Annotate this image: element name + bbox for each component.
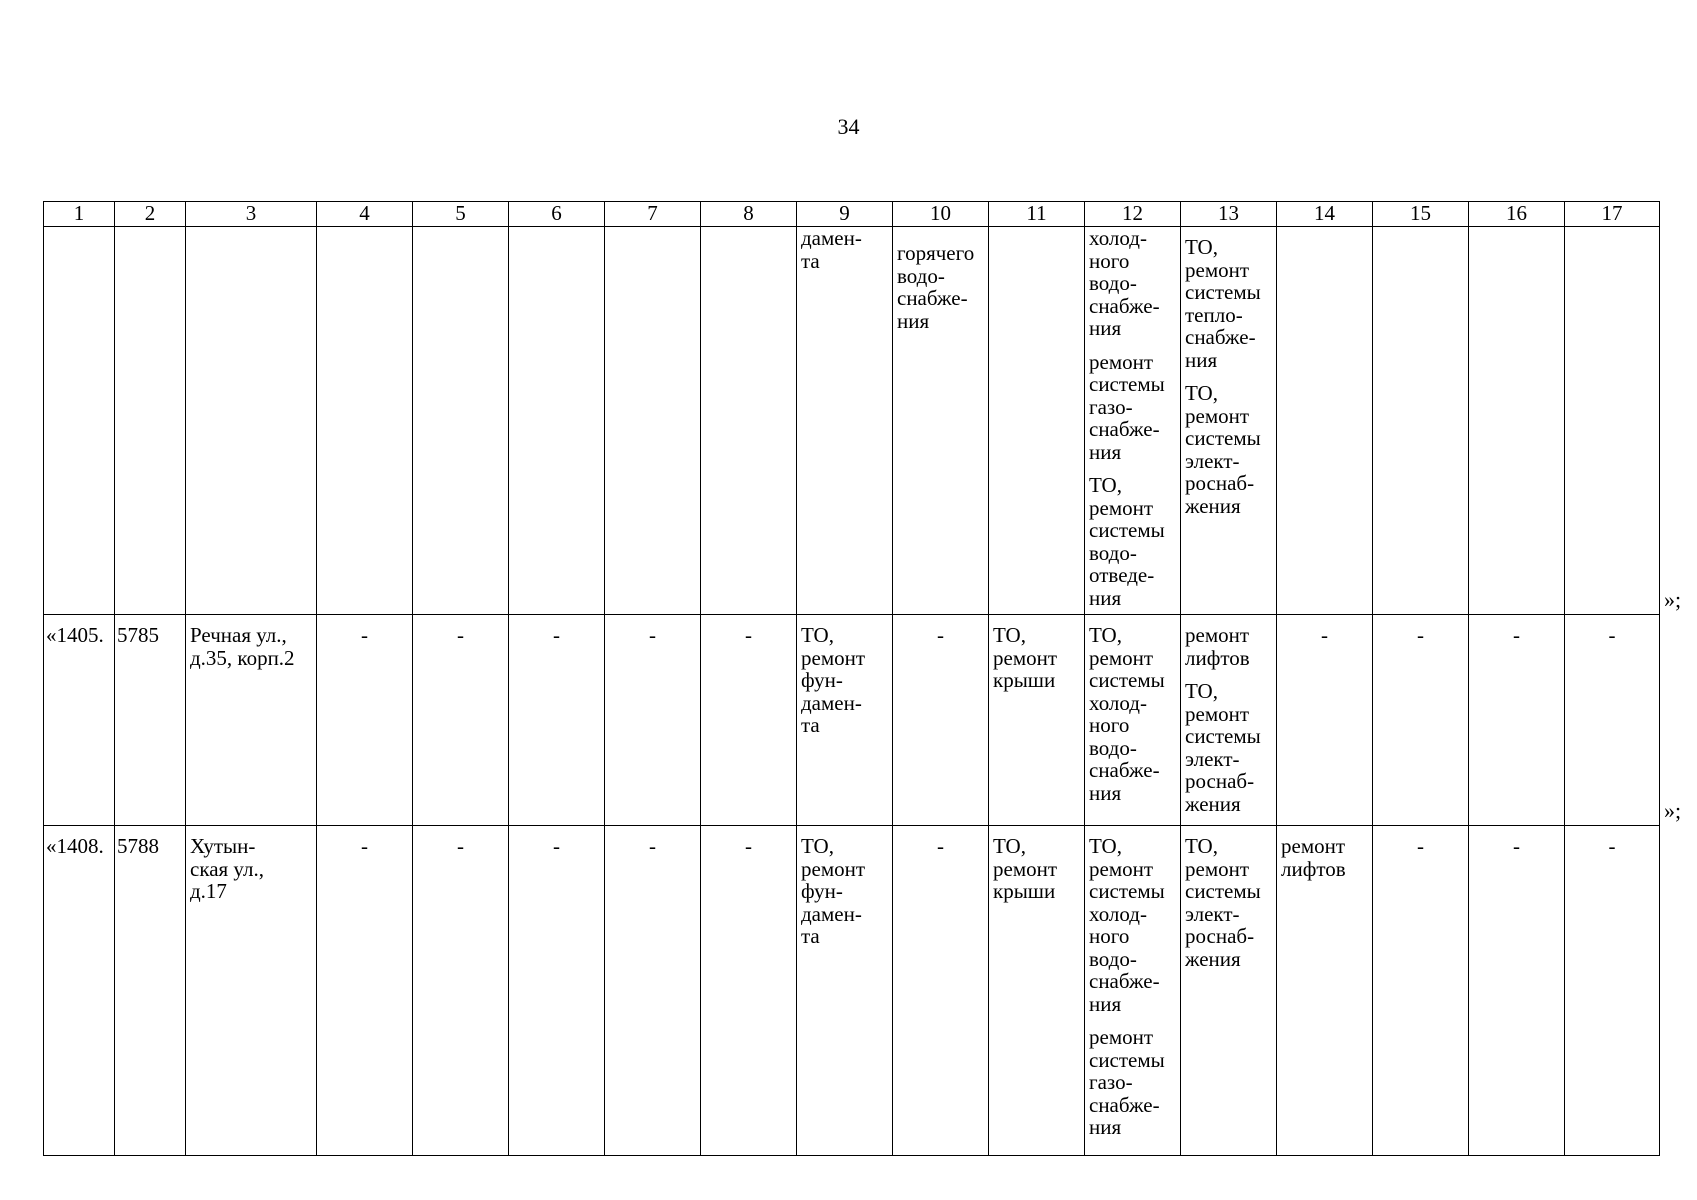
- header-cell-5: 5: [413, 202, 509, 227]
- table-cell: [1277, 227, 1373, 615]
- table-cell: [605, 826, 701, 1156]
- cell-text: ТО, ремонт системы элект- роснаб- жения: [1185, 381, 1261, 518]
- cell-text: -: [361, 623, 368, 647]
- table-cell: [1085, 826, 1181, 1156]
- cell-text: -: [1608, 623, 1616, 647]
- header-cell-12: 12: [1085, 202, 1181, 227]
- cell-text: ТО, ремонт системы элект- роснаб- жения: [1185, 834, 1261, 971]
- cell-text: -: [1321, 623, 1328, 647]
- header-cell-7: 7: [605, 202, 701, 227]
- table-cell: [893, 615, 989, 826]
- cell-text: Речная ул., д.35, корп.2: [190, 623, 295, 670]
- table-cell: [1373, 227, 1469, 615]
- table-cell: [893, 826, 989, 1156]
- header-cell-14: 14: [1277, 202, 1373, 227]
- header-cell-1: 1: [44, 202, 115, 227]
- table-cell: [186, 227, 317, 615]
- cell-text: -: [457, 623, 464, 647]
- cell-text: -: [553, 623, 560, 647]
- header-cell-13: 13: [1181, 202, 1277, 227]
- cell-text: -: [937, 623, 944, 647]
- cell-text: ТО, ремонт крыши: [993, 623, 1058, 692]
- table-cell: [1181, 227, 1277, 615]
- table-cell: [509, 826, 605, 1156]
- table-cell: [1565, 826, 1660, 1156]
- table-cell: [413, 826, 509, 1156]
- cell-text: ремонт лифтов: [1281, 834, 1346, 881]
- header-cell-10: 10: [893, 202, 989, 227]
- table-cell: [115, 227, 186, 615]
- table-cell: [413, 615, 509, 826]
- table-cell: [115, 826, 186, 1156]
- register-table: [43, 201, 1660, 1156]
- table-cell: [186, 615, 317, 826]
- table-cell: [1565, 615, 1660, 826]
- table-cell: [186, 826, 317, 1156]
- cell-text: -: [745, 623, 752, 647]
- table-cell: [1181, 826, 1277, 1156]
- table-cell: [317, 615, 413, 826]
- header-cell-16: 16: [1469, 202, 1565, 227]
- table-cell: [797, 227, 893, 615]
- cell-text: -: [745, 834, 752, 858]
- table-cell: [1469, 615, 1565, 826]
- cell-text: 5788: [117, 834, 159, 858]
- header-cell-11: 11: [989, 202, 1085, 227]
- table-cell: [509, 615, 605, 826]
- cell-text: ТО, ремонт системы тепло- снабже- ния: [1185, 235, 1261, 372]
- table-cell: [989, 615, 1085, 826]
- cell-text: -: [649, 623, 656, 647]
- table-cell: [1277, 826, 1373, 1156]
- table-cell: [1181, 615, 1277, 826]
- row-closing-quote: »;: [1664, 586, 1682, 612]
- table-cell: [1373, 615, 1469, 826]
- page-number: 34: [837, 114, 860, 139]
- row-closing-quote: »;: [1664, 797, 1682, 823]
- table-cell: [701, 615, 797, 826]
- table-cell: [115, 615, 186, 826]
- cell-text: -: [553, 834, 560, 858]
- cell-text: -: [649, 834, 656, 858]
- cell-text: ТО, ремонт системы элект- роснаб- жения: [1185, 679, 1261, 816]
- table-cell: [1277, 615, 1373, 826]
- table-cell: [1565, 227, 1660, 615]
- table-cell: [893, 227, 989, 615]
- cell-text: ТО, ремонт крыши: [993, 834, 1058, 903]
- table-cell: [509, 227, 605, 615]
- header-cell-4: 4: [317, 202, 413, 227]
- cell-text: «1408.: [46, 834, 104, 858]
- cell-text: -: [1513, 623, 1520, 647]
- table-cell: [1373, 826, 1469, 1156]
- header-cell-17: 17: [1565, 202, 1660, 227]
- table-cell: [989, 826, 1085, 1156]
- table-cell: [701, 826, 797, 1156]
- header-cell-2: 2: [115, 202, 186, 227]
- cell-text: дамен- та: [801, 226, 862, 273]
- table-cell: [1469, 227, 1565, 615]
- cell-text: -: [457, 834, 464, 858]
- cell-text: ремонт системы газо- снабже- ния: [1089, 349, 1165, 464]
- header-cell-8: 8: [701, 202, 797, 227]
- cell-text: -: [1608, 834, 1616, 858]
- cell-text: 5785: [117, 623, 159, 647]
- table-cell: [44, 615, 115, 826]
- cell-text: ТО, ремонт системы водо- отведе- ния: [1089, 473, 1165, 610]
- cell-text: «1405.: [46, 623, 104, 647]
- table-cell: [1085, 227, 1181, 615]
- cell-text: ТО, ремонт фун- дамен- та: [801, 834, 866, 948]
- table-cell: [701, 227, 797, 615]
- header-row: [44, 202, 1660, 227]
- header-cell-3: 3: [186, 202, 317, 227]
- table-cell: [317, 227, 413, 615]
- cell-text: -: [1417, 834, 1424, 858]
- table-cell: [44, 227, 115, 615]
- table-row: [44, 615, 1660, 826]
- table-cell: [317, 826, 413, 1156]
- cell-text: ТО, ремонт фун- дамен- та: [801, 623, 866, 737]
- cell-text: Хутын- ская ул., д.17: [190, 834, 264, 903]
- table-cell: [797, 615, 893, 826]
- table-row: [44, 826, 1660, 1156]
- header-cell-9: 9: [797, 202, 893, 227]
- table-cell: [1469, 826, 1565, 1156]
- table-row: [44, 227, 1660, 615]
- cell-text: ТО, ремонт системы холод- ного водо- снабже- ния: [1089, 834, 1165, 1016]
- cell-text: ремонт лифтов: [1185, 623, 1250, 670]
- header-cell-6: 6: [509, 202, 605, 227]
- cell-text: -: [361, 834, 368, 858]
- table-cell: [797, 826, 893, 1156]
- cell-text: холод- ного водо- снабже- ния: [1089, 226, 1160, 340]
- table-cell: [413, 227, 509, 615]
- header-cell-15: 15: [1373, 202, 1469, 227]
- cell-text: ремонт системы газо- снабже- ния: [1089, 1025, 1165, 1139]
- cell-text: горячего водо- снабже- ния: [897, 241, 975, 333]
- table-cell: [1085, 615, 1181, 826]
- cell-text: -: [1417, 623, 1424, 647]
- table-cell: [44, 826, 115, 1156]
- cell-text: -: [937, 834, 944, 858]
- table-cell: [605, 615, 701, 826]
- table-cell: [989, 227, 1085, 615]
- cell-text: ТО, ремонт системы холод- ного водо- снабже- ния: [1089, 623, 1165, 805]
- table-cell: [605, 227, 701, 615]
- cell-text: -: [1513, 834, 1520, 858]
